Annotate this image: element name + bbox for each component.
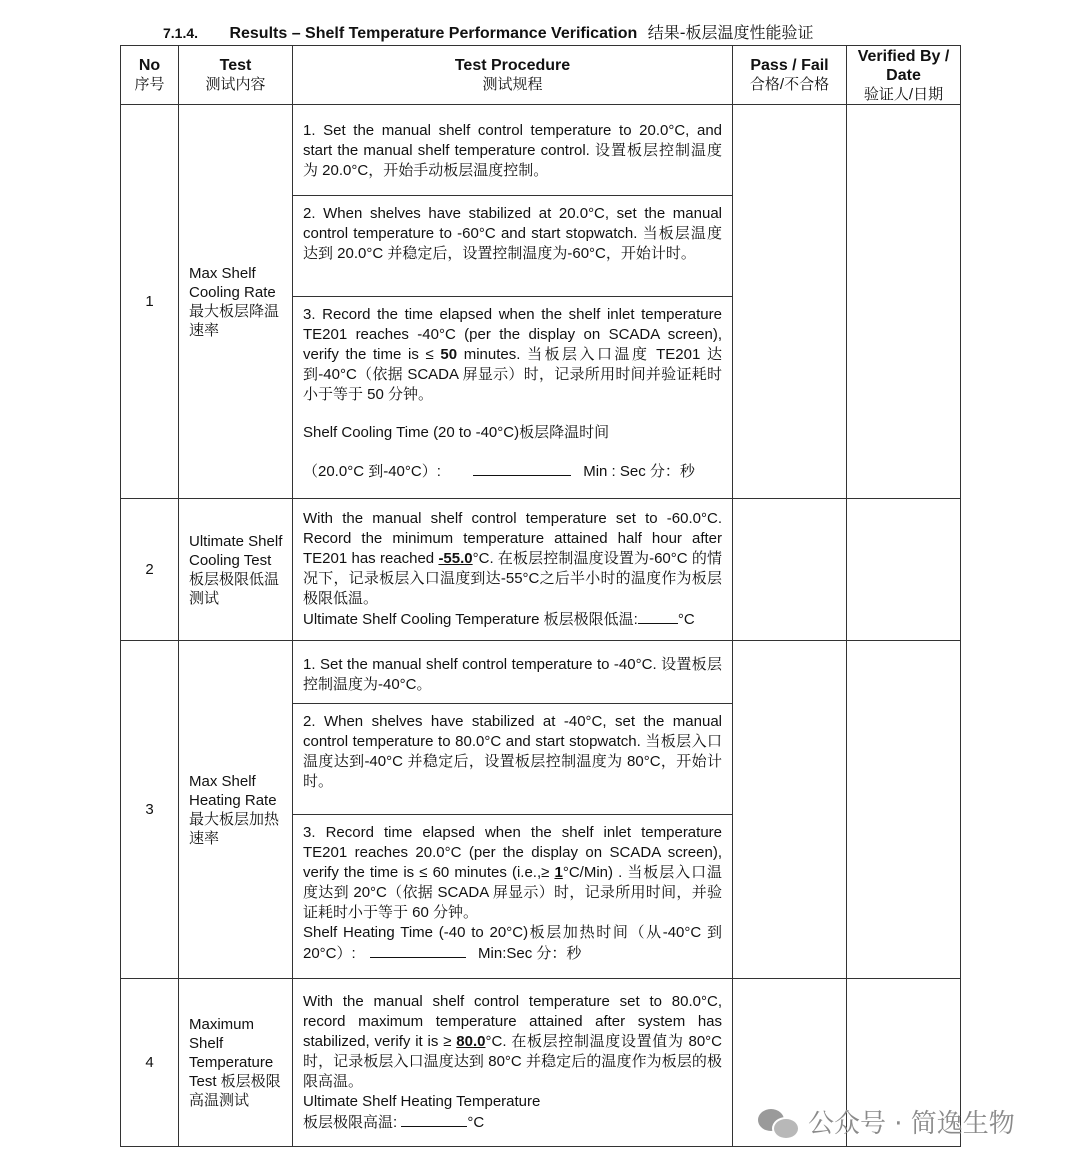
section-title-en: Results – Shelf Temperature Performance Verification bbox=[229, 25, 638, 42]
table-row bbox=[121, 105, 961, 499]
row-number: 1 bbox=[121, 105, 179, 499]
col-header-no: No 序号 bbox=[121, 46, 179, 105]
section-number: 7.1.4. bbox=[163, 25, 199, 41]
col-header-procedure: Test Procedure 测试规程 bbox=[293, 46, 733, 105]
wechat-icon bbox=[758, 1107, 798, 1137]
entry-blank[interactable] bbox=[473, 461, 571, 476]
procedure-cell bbox=[293, 105, 733, 499]
entry-blank[interactable] bbox=[370, 943, 466, 958]
table-row bbox=[121, 641, 961, 979]
table-row bbox=[121, 499, 961, 641]
col-header-test: Test 测试内容 bbox=[179, 46, 293, 105]
header-row bbox=[121, 46, 961, 105]
pass-fail-cell[interactable] bbox=[733, 499, 847, 641]
test-name: Ultimate Shelf Cooling Test 板层极限低温测试 bbox=[179, 499, 293, 641]
test-name: Maximum Shelf Temperature Test 板层极限高温测试 bbox=[179, 979, 293, 1147]
entry-blank[interactable] bbox=[401, 1112, 467, 1127]
procedure-step: 1. Set the manual shelf control temperature to 20.0°C, and start the manual shelf temperature control. 设置板层控制温度为 20.0°C，开始手动板层温度控制。 bbox=[293, 113, 732, 196]
verified-by-cell[interactable] bbox=[847, 641, 961, 979]
row-number: 3 bbox=[121, 641, 179, 979]
verified-by-cell[interactable] bbox=[847, 105, 961, 499]
row-number: 2 bbox=[121, 499, 179, 641]
pass-fail-cell[interactable] bbox=[733, 105, 847, 499]
results-table bbox=[120, 45, 961, 1147]
entry-blank[interactable] bbox=[638, 609, 678, 624]
col-header-verified-by: Verified By / Date 验证人/日期 bbox=[847, 46, 961, 105]
procedure-cell bbox=[293, 499, 733, 641]
procedure-step: 2. When shelves have stabilized at -40°C, set the manual control temperature to 80.0°C and start stopwatch. 当板层入口温度达到-40°C 并稳定后，设置板层控制温度为 80°C，开始计时。 bbox=[293, 704, 732, 815]
watermark bbox=[758, 1103, 1015, 1140]
procedure-step: 2. When shelves have stabilized at 20.0°C, set the manual control temperature to -60°C and start stopwatch. 当板层温度达到 20.0°C 并稳定后，设置控制温度为-60°C，开始计时。 bbox=[293, 196, 732, 297]
verified-by-cell[interactable] bbox=[847, 499, 961, 641]
procedure-step: 3. Record time elapsed when the shelf inlet temperature TE201 reaches 20.0°C (per the display on SCADA screen), verify the time is ≤ 60 minutes (i.e.,≥ 1°C/Min) . 当板层入口温度达到 20°C（依据 SCADA 屏显示）时，记录所用时间，并验证耗时小于等于 60 分钟。 Shelf Heating Time (-40 to 20°C)板层加热时间（从-40°C 到 20°C）: Min:Sec 分：秒 bbox=[303, 824, 722, 962]
procedure-step: With the manual shelf control temperature set to 80.0°C, record maximum temperature attained after system has stabilized, verify it is ≥ 80.0°C. 在板层控制温度设置值为 80°C 时，记录板层入口温度达到 80°C 并稳定后的温度作为板层的极限高温。 Ultimate Shelf Heating Temperature 板层极限高温: °C bbox=[303, 993, 722, 1131]
test-name: Max Shelf Heating Rate 最大板层加热速率 bbox=[179, 641, 293, 979]
section-heading bbox=[163, 20, 814, 43]
pass-fail-cell[interactable] bbox=[733, 641, 847, 979]
procedure-cell bbox=[293, 641, 733, 979]
section-title-zh: 结果-板层温度性能验证 bbox=[647, 23, 814, 42]
procedure-step: 3. Record the time elapsed when the shelf inlet temperature TE201 reaches -40°C (per the display on SCADA screen), verify the time is ≤ 50 minutes. 当板层入口温度 TE201 达到-40°C（依据 SCADA 屏显示）时，记录所用时间并验证耗时小于等于 50 分钟。 Shelf Cooling Time (20 to -40°C)板层降温时间 （20.0°C 到-40°C）: Min : Sec 分：秒 bbox=[303, 306, 722, 480]
record-label: Shelf Cooling Time (20 to -40°C)板层降温时间 bbox=[303, 424, 610, 441]
col-header-pass-fail: Pass / Fail 合格/不合格 bbox=[733, 46, 847, 105]
test-name: Max Shelf Cooling Rate 最大板层降温速率 bbox=[179, 105, 293, 499]
row-number: 4 bbox=[121, 979, 179, 1147]
procedure-step: 1. Set the manual shelf control temperature to -40°C. 设置板层控制温度为-40°C。 bbox=[293, 647, 732, 704]
watermark-text: 公众号 · 简逸生物 bbox=[808, 1109, 1015, 1139]
procedure-step: With the manual shelf control temperature set to -60.0°C. Record the minimum temperature attained half hour after TE201 has reached -55.0°C. 在板层控制温度设置为-60°C 的情况下，记录板层入口温度到达-55°C之后半小时的温度作为板层极限低温。 Ultimate Shelf Cooling Temperature 板层极限低温: °C bbox=[303, 510, 722, 628]
procedure-cell bbox=[293, 979, 733, 1147]
